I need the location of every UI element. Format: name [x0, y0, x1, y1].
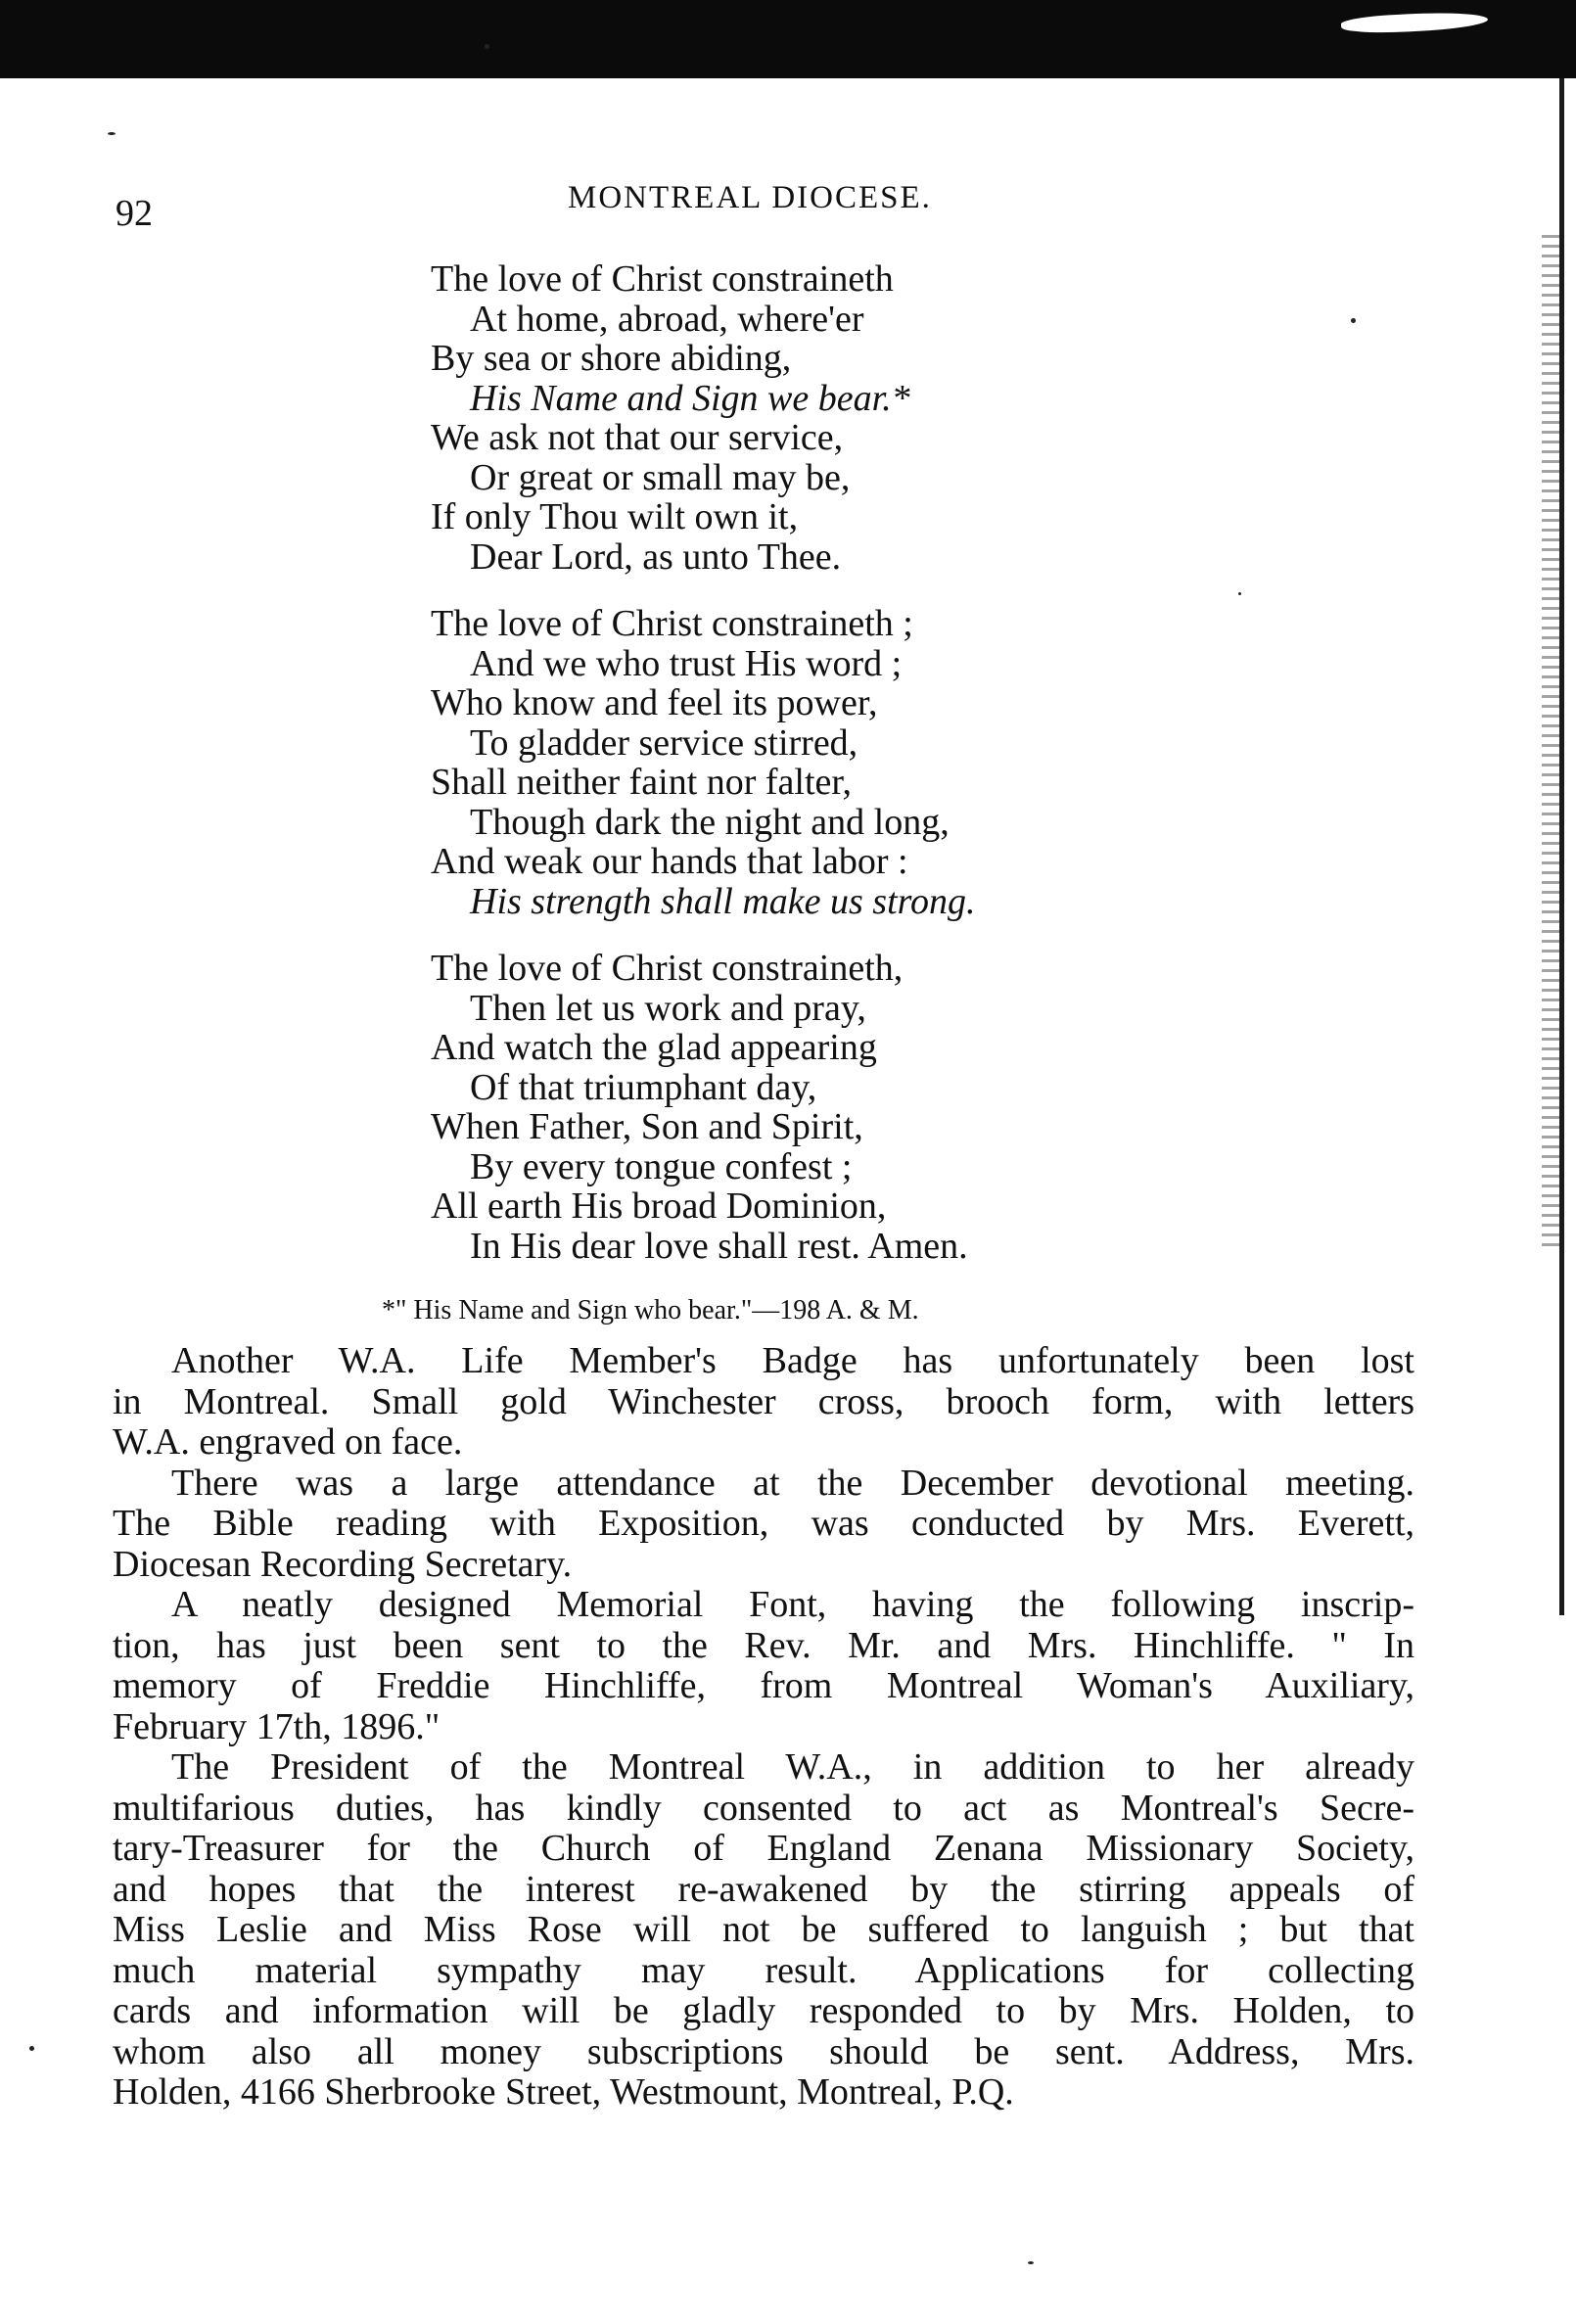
scan-speck [1028, 2261, 1034, 2264]
paragraph-line: Another W.A. Life Member's Badge has unfortunately been lost [171, 1340, 1414, 1381]
hymn-stanza [431, 604, 976, 921]
hymn-line: Of that triumphant day, [470, 1066, 817, 1108]
scan-speck [1238, 592, 1241, 595]
hymn-line: By sea or shore abiding, [431, 338, 792, 379]
hymn-line: By every tongue confest ; [470, 1145, 853, 1187]
hymn-line: And we who trust His word ; [470, 642, 903, 684]
paragraph-memorial-font [113, 1585, 1414, 1747]
hymn-line: Though dark the night and long, [470, 801, 950, 843]
paragraph-line: memory of Freddie Hinchliffe, from Montreal Woman's Auxiliary, [113, 1665, 1414, 1706]
hymn-line: We ask not that our service, [431, 417, 844, 458]
paragraph-line: Holden, 4166 Sherbrooke Street, Westmount, Montreal, P.Q. [113, 2071, 1014, 2113]
paragraph-zenana-society [113, 1747, 1414, 2114]
paragraph-line: The President of the Montreal W.A., in addition to her already [171, 1746, 1414, 1788]
hymn-line: All earth His broad Dominion, [431, 1185, 887, 1227]
hymn-line: And weak our hands that labor : [431, 841, 908, 882]
hymn-line: And watch the glad appearing [431, 1027, 877, 1068]
hymn-line: Then let us work and pray, [470, 987, 866, 1029]
news-notes [113, 1341, 1414, 2114]
hymn-line: At home, abroad, where'er [470, 298, 864, 340]
paragraph-line: multifarious duties, has kindly consented to act as Montreal's Secre- [113, 1787, 1414, 1829]
paragraph-line: W.A. engraved on face. [113, 1421, 463, 1463]
hymn-line: In His dear love shall rest. Amen. [470, 1225, 968, 1267]
paragraph-line: Miss Leslie and Miss Rose will not be suffered to languish ; but that [113, 1909, 1414, 1950]
paragraph-lost-badge [113, 1341, 1414, 1464]
running-head: MONTREAL DIOCESE. [568, 180, 932, 215]
paragraph-line: much material sympathy may result. Applications for collecting [113, 1949, 1414, 1991]
paragraph-line: cards and information will be gladly responded to by Mrs. Holden, to [113, 1990, 1414, 2031]
hymn-line: If only Thou wilt own it, [431, 496, 799, 537]
scan-right-edge-texture [1542, 235, 1559, 1253]
scan-speck [29, 2046, 34, 2051]
hymn-line: When Father, Son and Spirit, [431, 1106, 863, 1147]
paragraph-line: The Bible reading with Exposition, was conducted by Mrs. Everett, [113, 1503, 1414, 1544]
hymn-line: Or great or small may be, [470, 456, 851, 498]
hymn-line: The love of Christ constraineth ; [431, 603, 913, 644]
paragraph-line: in Montreal. Small gold Winchester cross, brooch form, with letters [113, 1380, 1414, 1422]
scan-speck [485, 44, 489, 49]
paragraph-devotional-meeting [113, 1464, 1414, 1586]
scan-right-edge [1559, 78, 1564, 1615]
hymn-line: The love of Christ constraineth, [431, 948, 904, 989]
scan-speck [1351, 318, 1356, 323]
hymn-line: Who know and feel its power, [431, 682, 878, 723]
page-number: 92 [116, 193, 153, 234]
paragraph-line: Diocesan Recording Secretary. [113, 1543, 573, 1585]
paragraph-line: There was a large attendance at the December devotional meeting. [171, 1462, 1414, 1504]
paragraph-line: tary-Treasurer for the Church of England Zenana Missionary Society, [113, 1828, 1414, 1869]
paragraph-line: whom also all money subscriptions should be sent. Address, Mrs. [113, 2030, 1414, 2072]
scan-speck [108, 132, 116, 135]
paragraph-line: A neatly designed Memorial Font, having the following inscrip- [171, 1584, 1414, 1625]
hymn-line: Dear Lord, as unto Thee. [470, 535, 842, 578]
paragraph-line: tion, has just been sent to the Rev. Mr. and Mrs. Hinchliffe. " In [113, 1624, 1414, 1666]
hymn-line: To gladder service stirred, [470, 721, 858, 764]
hymn-stanza [431, 949, 976, 1266]
scan-top-border [0, 0, 1576, 78]
hymn [431, 259, 976, 1293]
paragraph-line: and hopes that the interest re-awakened by the stirring appeals of [113, 1868, 1414, 1910]
hymn-line: His Name and Sign we bear.* [470, 377, 910, 419]
hymn-stanza [431, 259, 976, 577]
hymn-line: His strength shall make us strong. [470, 880, 976, 922]
paragraph-line: February 17th, 1896." [113, 1705, 440, 1747]
hymn-line: Shall neither faint nor falter, [431, 762, 853, 803]
hymn-line: The love of Christ constraineth [431, 258, 894, 300]
hymn-footnote: *" His Name and Sign who bear."—198 A. & M. [382, 1295, 919, 1325]
